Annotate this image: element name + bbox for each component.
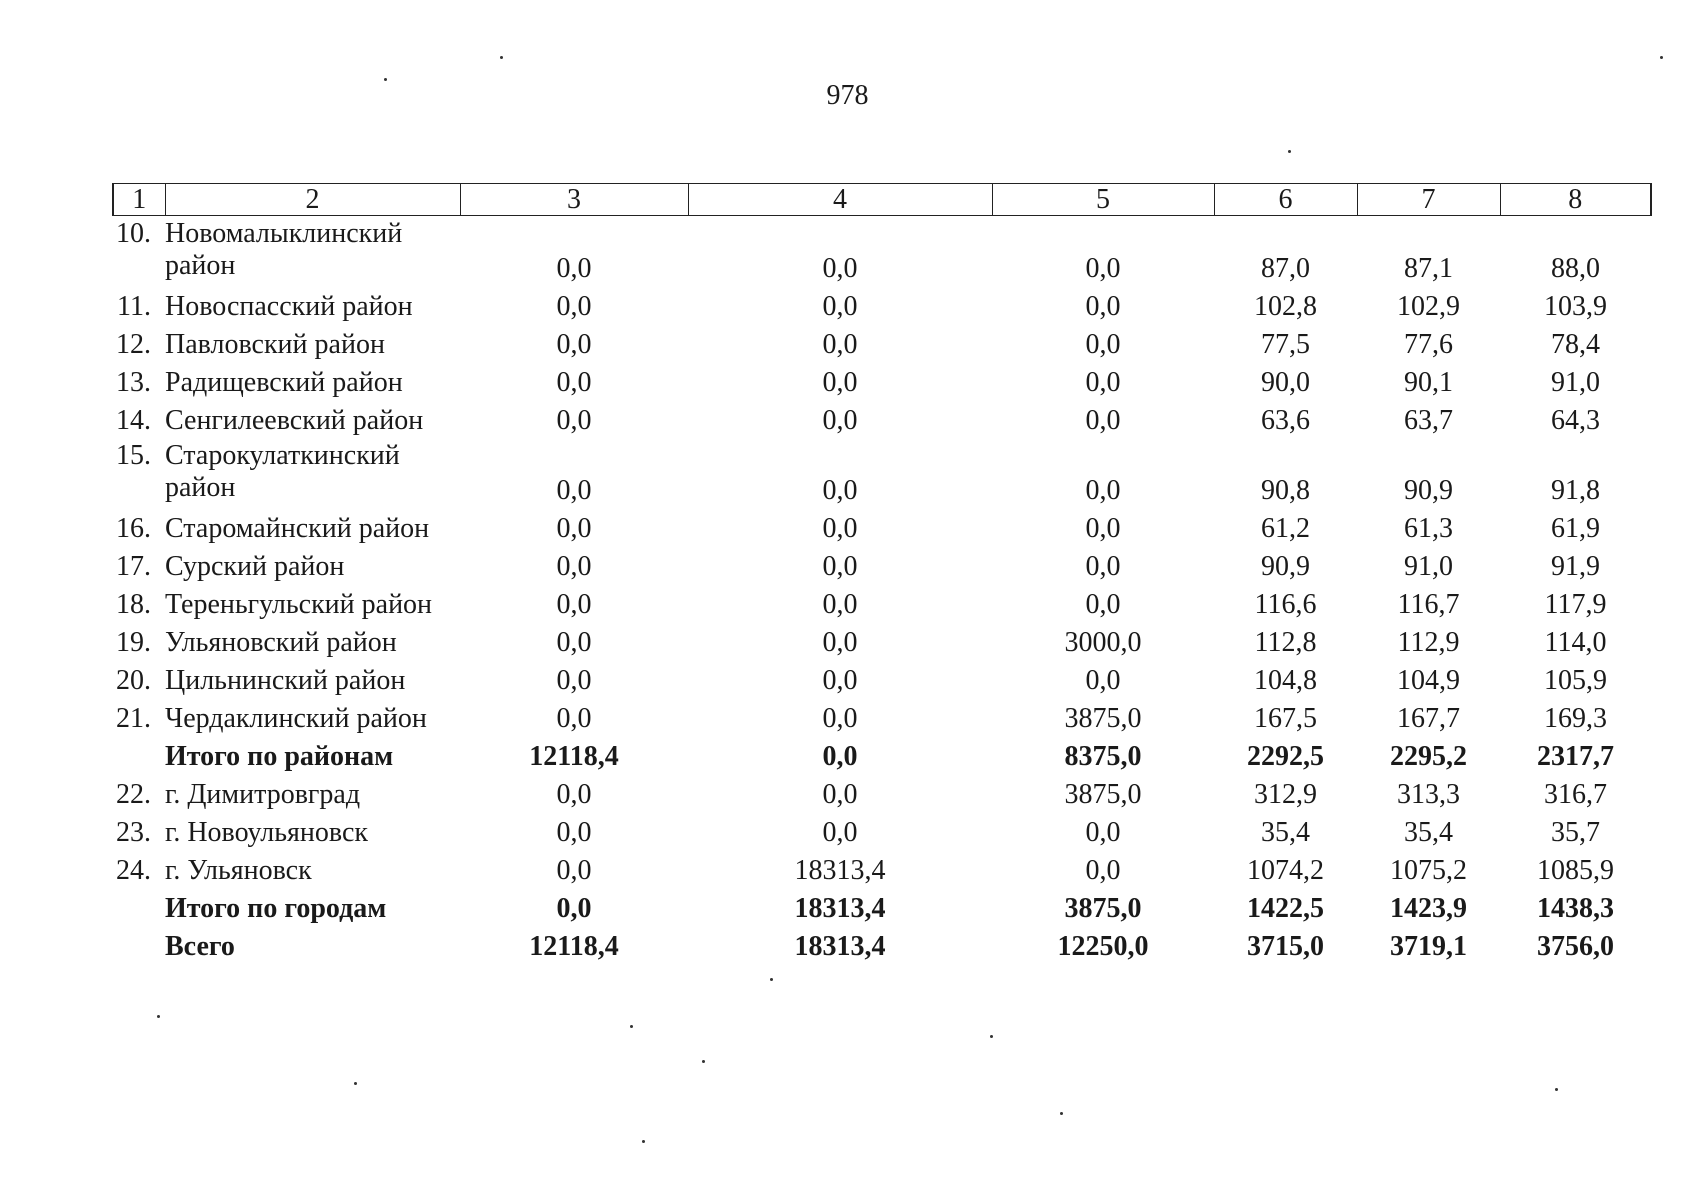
cell-col-6: 77,5 [1261,329,1310,360]
cell-col-3: 0,0 [556,475,592,506]
cell-col-6: 90,8 [1261,475,1310,506]
cell-col-5: 0,0 [1085,291,1121,322]
cell-col-8: 91,9 [1551,551,1600,582]
row-index: 20. [116,665,151,696]
cell-col-6: 63,6 [1261,405,1310,436]
cell-col-7: 77,6 [1404,329,1453,360]
scan-speck [157,1015,160,1018]
cell-col-7: 102,9 [1397,291,1460,322]
cell-col-3: 0,0 [556,513,592,544]
table-row [113,926,1651,964]
cell-col-4: 0,0 [822,589,858,620]
cell-col-4: 0,0 [822,741,858,772]
cell-col-7: 1423,9 [1390,893,1467,924]
cell-col-5: 3875,0 [1064,703,1142,734]
column-header-7: 7 [1357,184,1500,216]
cell-col-4: 0,0 [822,551,858,582]
cell-col-3: 0,0 [556,291,592,322]
row-index: 24. [116,855,151,886]
cell-col-4: 0,0 [822,513,858,544]
cell-col-7: 63,7 [1404,405,1453,436]
cell-col-3: 0,0 [556,893,592,924]
column-header-8: 8 [1500,184,1651,216]
scan-speck [1060,1112,1063,1115]
cell-col-5: 0,0 [1085,855,1121,886]
cell-col-7: 112,9 [1397,627,1460,658]
scan-speck [642,1140,645,1143]
cell-col-6: 90,9 [1261,551,1310,582]
table-row [113,850,1651,888]
table-row [113,622,1651,660]
table-row [113,362,1651,400]
column-header-5: 5 [992,184,1214,216]
cell-col-4: 0,0 [822,703,858,734]
row-name: Старомайнский район [165,513,430,544]
cell-col-5: 0,0 [1085,405,1121,436]
row-name: Павловский район [165,329,385,360]
row-index: 11. [117,291,151,322]
row-name: Цильнинский район [165,665,406,696]
cell-col-5: 3875,0 [1064,779,1142,810]
cell-col-6: 312,9 [1254,779,1317,810]
cell-col-4: 18313,4 [794,855,886,886]
row-name: Ульяновский район [165,627,397,658]
cell-col-4: 0,0 [822,627,858,658]
cell-col-8: 2317,7 [1537,741,1614,772]
column-header-4: 4 [688,184,992,216]
cell-col-7: 313,3 [1397,779,1460,810]
scan-speck [500,56,503,59]
row-index: 10. [116,218,151,249]
row-index [113,888,165,926]
cell-col-7: 167,7 [1397,703,1460,734]
scan-speck [354,1082,357,1085]
cell-col-8: 64,3 [1551,405,1600,436]
cell-col-7: 35,4 [1404,817,1453,848]
cell-col-5: 0,0 [1085,367,1121,398]
row-index: 15. [116,440,151,471]
cell-col-6: 3715,0 [1247,931,1324,962]
cell-col-8: 78,4 [1551,329,1600,360]
table-row [113,774,1651,812]
cell-col-4: 0,0 [822,475,858,506]
row-name: г. Новоульяновск [165,817,368,848]
row-name: г. Ульяновск [165,855,312,886]
row-index: 23. [116,817,151,848]
row-index: 14. [116,405,151,436]
cell-col-4: 0,0 [822,253,858,284]
row-name: Сурский район [165,551,345,582]
cell-col-7: 87,1 [1404,253,1453,284]
column-header-2: 2 [165,184,460,216]
cell-col-6: 116,6 [1254,589,1317,620]
row-index [113,736,165,774]
table-row [113,698,1651,736]
row-name: Всего [165,931,235,962]
cell-col-8: 1438,3 [1537,893,1614,924]
row-index [113,926,165,964]
row-name: Радищевский район [165,367,403,398]
scan-speck [990,1035,993,1038]
row-name: Новоспасский район [165,291,413,322]
cell-col-4: 0,0 [822,665,858,696]
cell-col-3: 0,0 [556,779,592,810]
row-index: 16. [116,513,151,544]
table-body [113,216,1651,965]
row-name: Чердаклинский район [165,703,427,734]
cell-col-7: 61,3 [1404,513,1453,544]
cell-col-3: 0,0 [556,855,592,886]
cell-col-3: 0,0 [556,665,592,696]
cell-col-5: 0,0 [1085,253,1121,284]
cell-col-8: 88,0 [1551,253,1600,284]
cell-col-5: 3000,0 [1064,627,1142,658]
cell-col-3: 0,0 [556,405,592,436]
cell-col-5: 0,0 [1085,551,1121,582]
row-index: 21. [116,703,151,734]
cell-col-7: 116,7 [1397,589,1460,620]
row-index: 22. [116,779,151,810]
cell-col-7: 104,9 [1397,665,1460,696]
table-row [113,546,1651,584]
row-index: 13. [116,367,151,398]
cell-col-7: 90,1 [1404,367,1453,398]
cell-col-5: 0,0 [1085,475,1121,506]
cell-col-8: 117,9 [1544,589,1607,620]
cell-col-5: 0,0 [1085,589,1121,620]
scan-speck [630,1025,633,1028]
row-name: Тереньгульский район [165,589,433,620]
cell-col-6: 87,0 [1261,253,1310,284]
table-row [113,400,1651,438]
cell-col-7: 90,9 [1404,475,1453,506]
table-row [113,888,1651,926]
row-name: Сенгилеевский район [165,405,424,436]
cell-col-3: 12118,4 [529,741,619,772]
cell-col-4: 0,0 [822,817,858,848]
scan-speck [384,78,387,81]
cell-col-8: 61,9 [1551,513,1600,544]
cell-col-6: 2292,5 [1247,741,1324,772]
cell-col-8: 114,0 [1544,627,1607,658]
scan-speck [1660,56,1663,59]
data-table [112,183,1652,964]
column-header-6: 6 [1214,184,1357,216]
cell-col-3: 0,0 [556,817,592,848]
table-row [113,736,1651,774]
cell-col-8: 316,7 [1544,779,1607,810]
cell-col-6: 90,0 [1261,367,1310,398]
table-row [113,438,1651,508]
table-row [113,584,1651,622]
cell-col-4: 0,0 [822,329,858,360]
cell-col-5: 0,0 [1085,329,1121,360]
scan-speck [1288,150,1291,153]
cell-col-5: 0,0 [1085,817,1121,848]
cell-col-8: 1085,9 [1537,855,1614,886]
cell-col-3: 0,0 [556,367,592,398]
cell-col-4: 18313,4 [794,893,886,924]
scan-speck [770,978,773,981]
cell-col-7: 3719,1 [1390,931,1467,962]
cell-col-8: 35,7 [1551,817,1600,848]
column-header-3: 3 [460,184,688,216]
cell-col-7: 1075,2 [1390,855,1467,886]
cell-col-7: 91,0 [1404,551,1453,582]
row-index: 12. [116,329,151,360]
cell-col-5: 0,0 [1085,513,1121,544]
cell-col-6: 167,5 [1254,703,1317,734]
cell-col-3: 0,0 [556,703,592,734]
cell-col-5: 12250,0 [1057,931,1149,962]
cell-col-4: 0,0 [822,405,858,436]
cell-col-3: 0,0 [556,253,592,284]
cell-col-6: 102,8 [1254,291,1317,322]
table-row [113,660,1651,698]
row-name: Новомалыклинский район [165,218,403,281]
cell-col-5: 8375,0 [1064,741,1142,772]
cell-col-6: 112,8 [1254,627,1317,658]
cell-col-4: 18313,4 [794,931,886,962]
cell-col-3: 0,0 [556,551,592,582]
cell-col-6: 1422,5 [1247,893,1324,924]
column-header-1: 1 [113,184,165,216]
scan-speck [1555,1088,1558,1091]
row-index: 17. [116,551,151,582]
cell-col-6: 1074,2 [1247,855,1324,886]
cell-col-6: 104,8 [1254,665,1317,696]
page-number: 978 [826,80,869,111]
table-row [113,508,1651,546]
cell-col-8: 103,9 [1544,291,1607,322]
scan-speck [702,1060,705,1063]
cell-col-8: 3756,0 [1537,931,1614,962]
cell-col-5: 3875,0 [1064,893,1142,924]
cell-col-8: 169,3 [1544,703,1607,734]
cell-col-8: 91,0 [1551,367,1600,398]
row-index: 19. [116,627,151,658]
row-index: 18. [116,589,151,620]
header-row [113,184,1651,216]
table-header [113,184,1651,216]
table-row [113,324,1651,362]
cell-col-6: 61,2 [1261,513,1310,544]
cell-col-3: 0,0 [556,627,592,658]
cell-col-8: 91,8 [1551,475,1600,506]
cell-col-3: 12118,4 [529,931,619,962]
cell-col-4: 0,0 [822,367,858,398]
cell-col-3: 0,0 [556,329,592,360]
cell-col-4: 0,0 [822,291,858,322]
table-row [113,286,1651,324]
table-row [113,812,1651,850]
data-table-container [112,183,1650,964]
row-name: Итого по городам [165,893,387,924]
cell-col-8: 105,9 [1544,665,1607,696]
cell-col-7: 2295,2 [1390,741,1467,772]
table-row [113,216,1651,287]
cell-col-6: 35,4 [1261,817,1310,848]
row-name: г. Димитровград [165,779,361,810]
cell-col-3: 0,0 [556,589,592,620]
cell-col-5: 0,0 [1085,665,1121,696]
row-name: Итого по районам [165,741,394,772]
cell-col-4: 0,0 [822,779,858,810]
row-name: Старокулаткинский район [165,440,400,503]
